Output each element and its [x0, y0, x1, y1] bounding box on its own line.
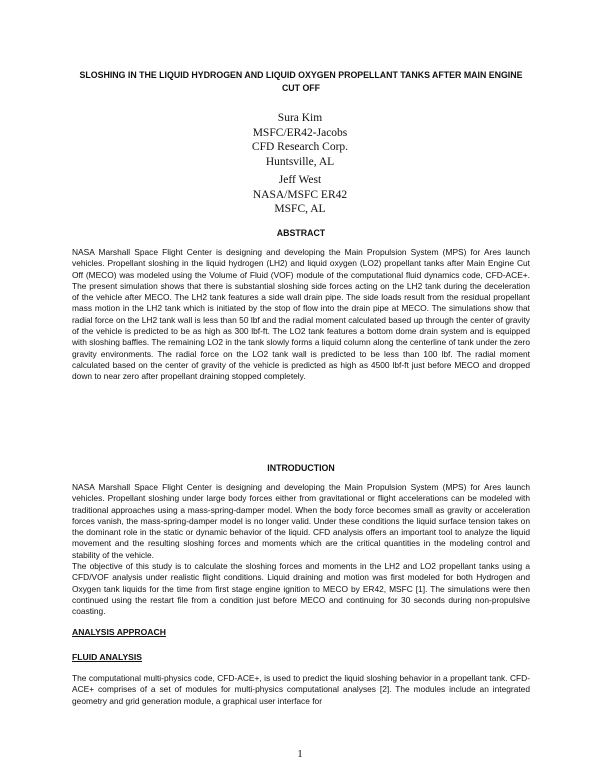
introduction-paragraph-1: NASA Marshall Space Flight Center is designing and developing the Main Propulsion System (MPS) for Ares launch vehicles. Propellant sloshing under large body forces either from gravitational or flight accelerations can be modeled with traditional approaches using a mass-spring-damper model. When the body force becomes small as gravity or acceleration forces vanish, the mass-spring-damper model is no longer valid. Under these conditions the liquid surface tension takes on the dominant role in the static or dynamic behavior of the liquid. CFD analysis offers an important tool to analyze the liquid movement and the resulting sloshing forces and moments which are the critical quantities in the modeling control and stability of the vehicle.: [72, 482, 530, 560]
author-company: CFD Research Corp.: [251, 141, 349, 154]
introduction-paragraph-2: The objective of this study is to calculate the sloshing forces and moments in the LH2 and LO2 propellant tanks using a CFD/VOF analysis under realistic flight conditions. Liquid draining and motion was first modeled for both Hydrogen and Oxygen tank liquids for the time from first stage engine ignition to MECO by ER42, MSFC [1]. The simulations were then continued using the restart file from a condition just before MECO and continuing for 30 seconds during non-propulsive coasting.: [72, 561, 530, 617]
author-org: NASA/MSFC ER42: [252, 188, 348, 201]
fluid-analysis-heading: FLUID ANALYSIS: [72, 652, 143, 662]
author-block-kim: [180, 111, 420, 170]
author-location: MSFC, AL: [274, 203, 326, 216]
author-name: Jeff West: [278, 174, 322, 186]
author-location: Huntsville, AL: [265, 156, 335, 169]
abstract-heading: ABSTRACT: [276, 228, 326, 238]
author-name: Sura Kim: [277, 112, 323, 124]
author-org: MSFC/ER42-Jacobs: [252, 126, 348, 139]
abstract-text: NASA Marshall Space Flight Center is designing and developing the Main Propulsion System (MPS) for Ares launch vehicles. Propellant sloshing in the liquid hydrogen (LH2) and liquid oxygen (LO2) propellant tanks after Main Engine Cut Off (MECO) was modeled using the Volume of Fluid (VOF) module of the computational fluid dynamics code, CFD-ACE+. The present simulation shows that there is substantial sloshing side forces acting on the LH2 tank during the deceleration of the vehicle after MECO. The LH2 tank features a side wall drain pipe. The side loads result from the residual propellant mass motion in the LH2 tank which is initiated by the stop of flow into the drain pipe at MECO. The simulations show that radial force on the LH2 tank wall is less than 50 lbf and the radial moment calculated based up through the center of gravity of the vehicle is predicted to be as high as 300 lbf-ft. The LO2 tank features a bottom dome drain system and is equipped with sloshing baffles. The remaining LO2 in the tank slowly forms a liquid column along the centerline of tank under the zero gravity environments. The radial force on the LO2 tank wall is predicted to be less than 100 lbf. The radial moment calculated based on the center of gravity of the vehicle is predicted as high as 4500 lbf-ft just before MECO and dropped down to near zero after propellant draining stopped completely.: [72, 247, 530, 382]
page-number: 1: [297, 748, 303, 760]
paper-title: SLOSHING IN THE LIQUID HYDROGEN AND LIQUID OXYGEN PROPELLANT TANKS AFTER MAIN ENGINE CUT OFF: [79, 70, 523, 93]
introduction-heading: INTRODUCTION: [267, 463, 335, 473]
author-block-west: [180, 173, 420, 217]
analysis-approach-heading: ANALYSIS APPROACH: [72, 627, 166, 637]
fluid-analysis-paragraph: The computational multi-physics code, CFD-ACE+, is used to predict the liquid sloshing behavior in a propellant tank. CFD-ACE+ comprises of a set of modules for multi-physics computational analyses [2]. The modules include an integrated geometry and grid generation module, a graphical user interface for: [72, 673, 530, 706]
